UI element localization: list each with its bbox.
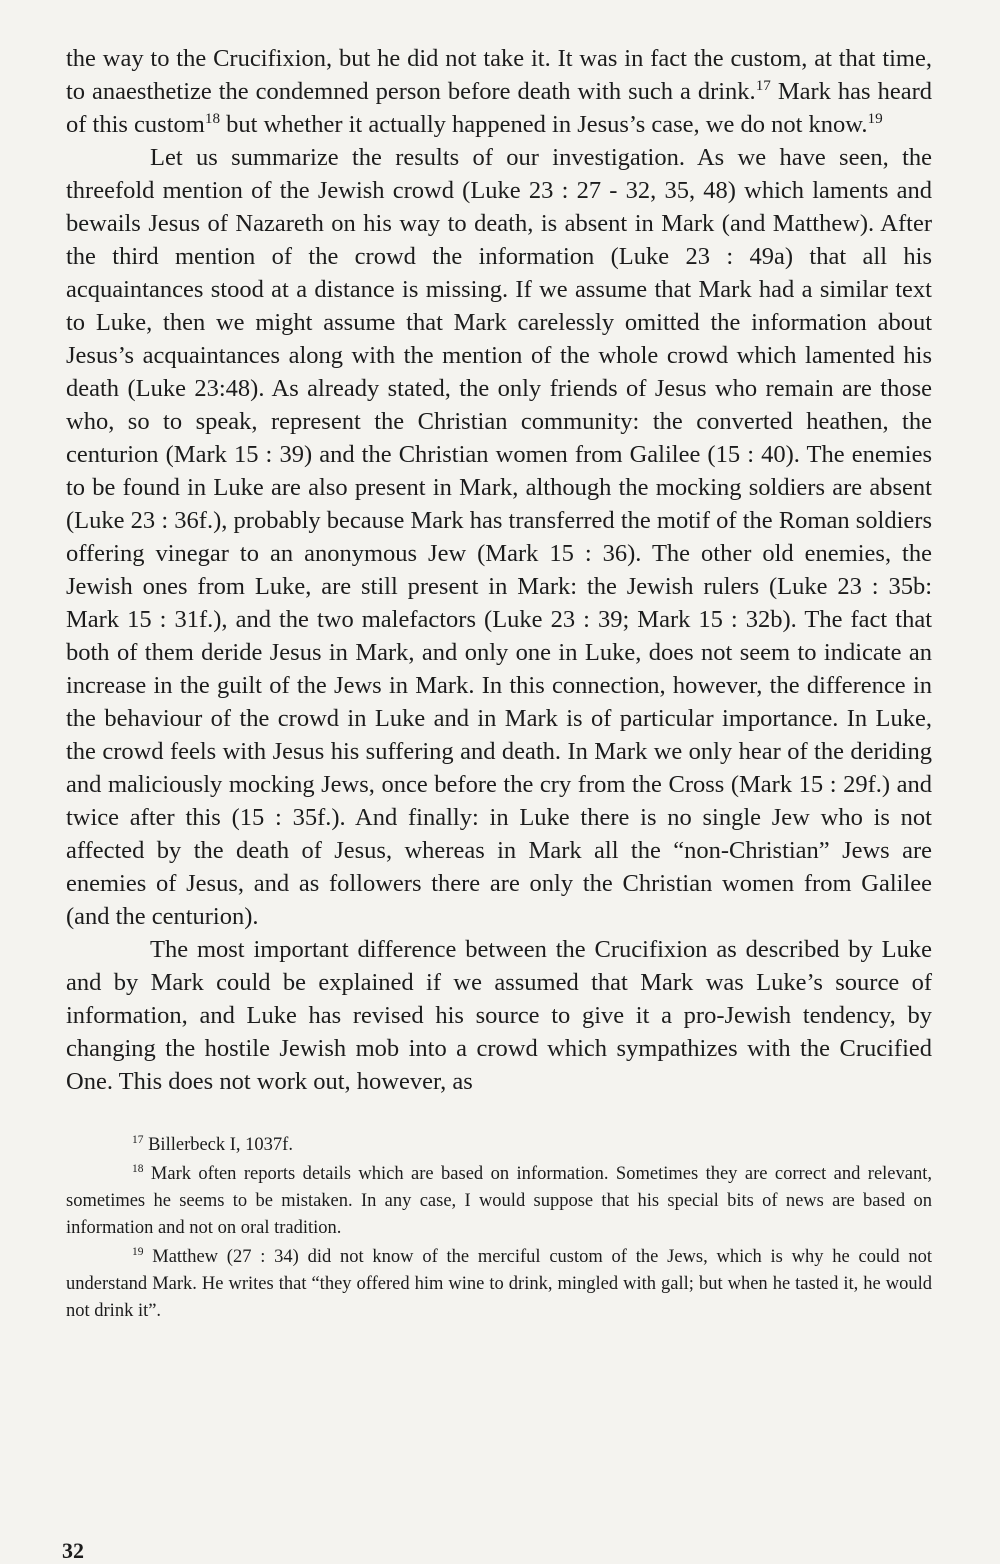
paragraph-2	[66, 141, 932, 933]
text-run: The most important difference between the Crucifixion as described by Luke and by Mark could be explained if we assumed that Mark was Luke’s source of information, and Luke has revised his source to give it a pro-Jewish tendency, by changing the hostile Jewish mob into a crowd which sympathizes with the Crucified One. This does not work out, however, as	[66, 936, 932, 1095]
paragraph-1	[66, 42, 932, 141]
footnote-19	[66, 1244, 932, 1325]
footnote-reference: 19	[867, 109, 883, 127]
footnote-text: Matthew (27 : 34) did not know of the merciful custom of the Jews, which is why he could not understand Mark. He writes that “they offered him wine to drink, mingled with gall; but when he tasted it, he would not drink it”.	[66, 1247, 932, 1321]
footnote-18	[66, 1161, 932, 1242]
text-run: Mark has heard of this custom	[66, 78, 932, 138]
text-run: but whether it actually happened in Jesus’s case, we do not know.	[220, 111, 868, 138]
footnote-number: 17	[132, 1133, 144, 1146]
footnote-number: 18	[132, 1162, 144, 1175]
page-number: 32	[62, 1538, 84, 1563]
footnote-reference: 18	[204, 109, 221, 127]
footnote-text: Mark often reports details which are based on information. Sometimes they are correct and relevant, sometimes he seems to be mistaken. In any case, I would suppose that his special bits of news are based on information and not on oral tradition.	[66, 1164, 932, 1238]
text-run: Let us summarize the results of our investigation. As we have seen, the threefold mention of the Jewish crowd (Luke 23 : 27 - 32, 35, 48) which laments and bewails Jesus of Nazareth on his way to death, is absent in Mark (and Matthew). After the third mention of the crowd the information (Luke 23 : 49a) that all his acquaintances stood at a distance is missing. If we assume that Mark had a similar text to Luke, then we might assume that Mark carelessly omitted the information about Jesus’s acquaintances along with the mention of the whole crowd which lamented his death (Luke 23:48). As already stated, the only friends of Jesus who remain are those who, so to speak, represent the Christian community: the converted heathen, the centurion (Mark 15 : 39) and the Christian women from Galilee (15 : 40). The enemies to be found in Luke are also present in Mark, although the mocking soldiers are absent (Luke 23 : 36f.), probably because Mark has transferred the motif of the Roman soldiers offering vinegar to an anonymous Jew (Mark 15 : 36). The other old enemies, the Jewish ones from Luke, are still present in Mark: the Jewish rulers (Luke 23 : 35b: Mark 15 : 31f.), and the two malefactors (Luke 23 : 39; Mark 15 : 32b). The fact that both of them deride Jesus in Mark, and only one in Luke, does not seem to indicate an increase in the guilt of the Jews in Mark. In this connection, however, the difference in the behaviour of the crowd in Luke and in Mark is of particular importance. In Luke, the crowd feels with Jesus his suffering and death. In Mark we only hear of the deriding and maliciously mocking Jews, once before the cry from the Cross (Mark 15 : 29f.) and twice after this (15 : 35f.). And finally: in Luke there is no single Jew who is not affected by the death of Jesus, whereas in Mark all the “non-Christian” Jews are enemies of Jesus, and as followers there are only the Christian women from Galilee (and the centurion).	[66, 144, 932, 930]
footnote-reference: 17	[755, 76, 771, 94]
page-body	[66, 42, 932, 1327]
footnote-text: Billerbeck I, 1037f.	[148, 1135, 293, 1155]
paragraph-3	[66, 933, 932, 1098]
text-run: the way to the Crucifixion, but he did not take it. It was in fact the custom, at that time, to anaesthetize the condemned person before death with such a drink.	[66, 45, 932, 105]
footnote-number: 19	[132, 1245, 144, 1258]
footnote-17	[66, 1132, 932, 1159]
main-text	[66, 42, 932, 1098]
footnotes	[66, 1132, 932, 1325]
